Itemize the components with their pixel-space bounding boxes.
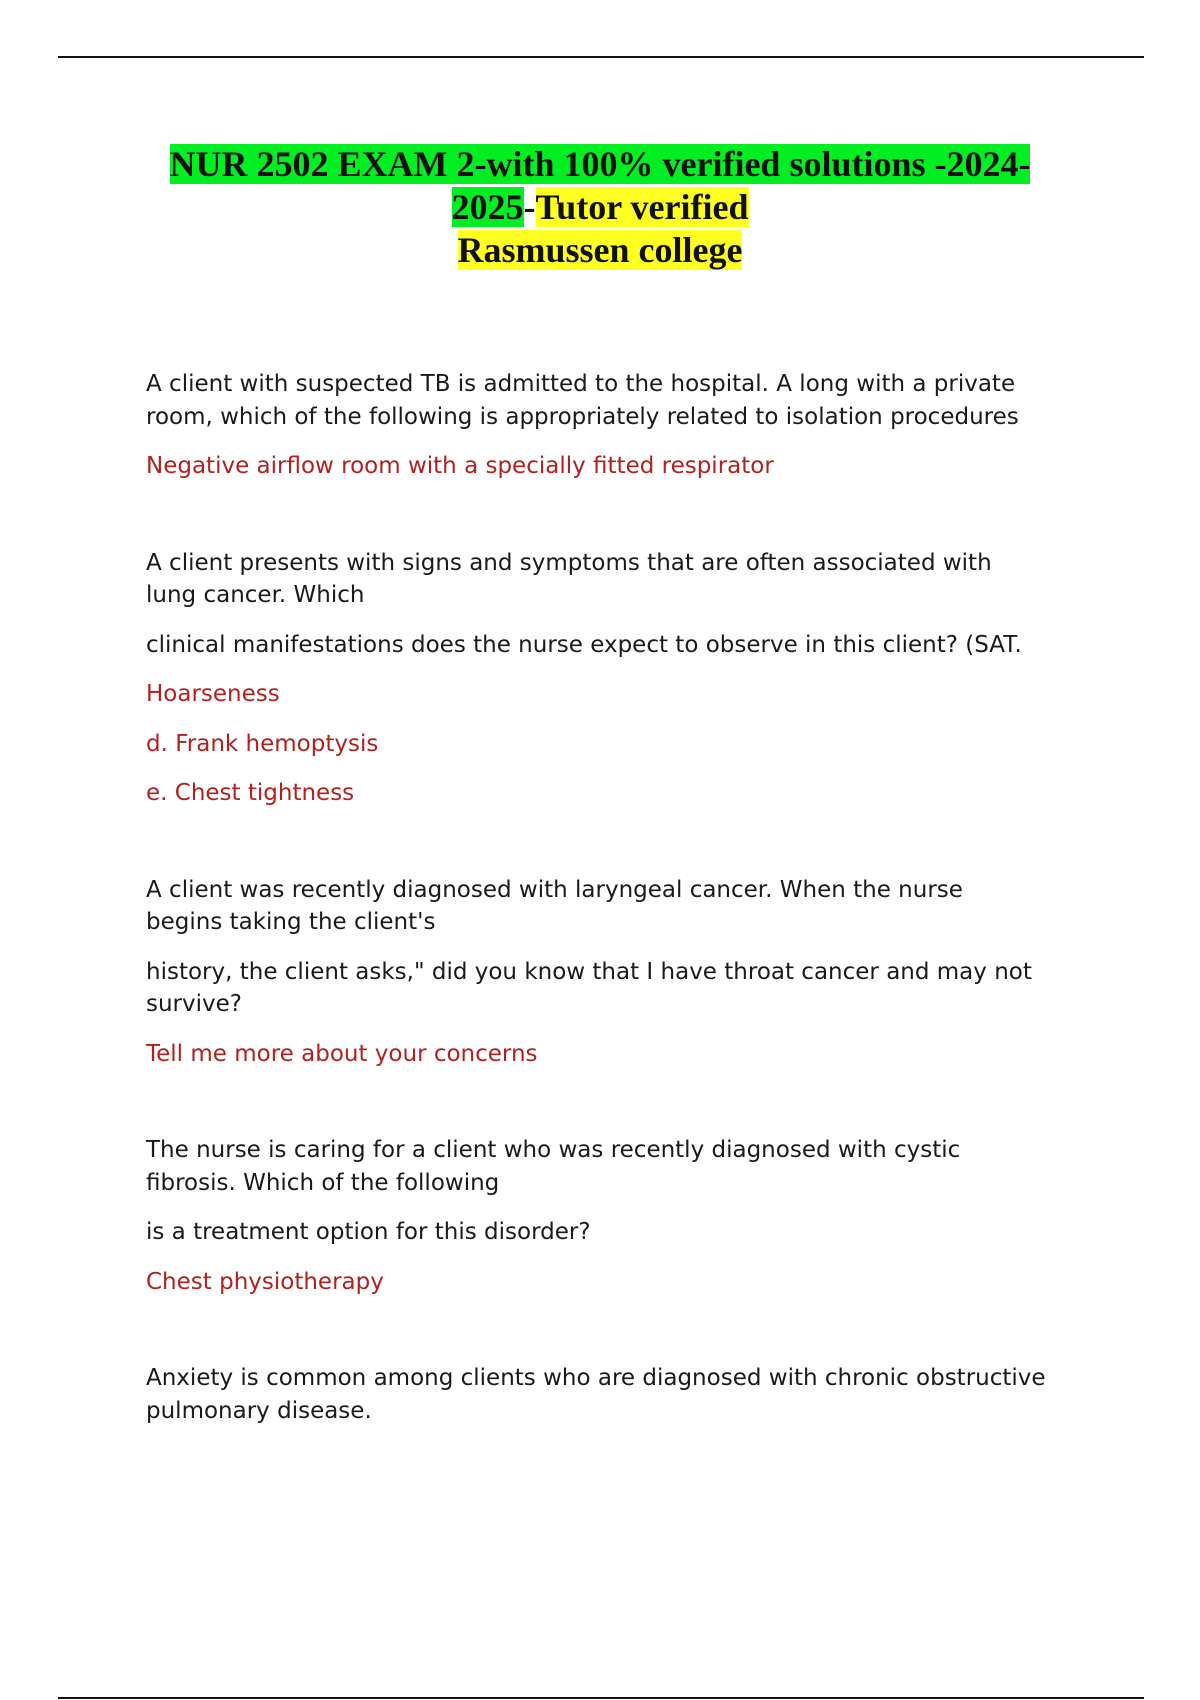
question-1-text: A client with suspected TB is admitted to the hospital. A long with a private room, which of the following is appropriately related to isolation procedures (146, 371, 1019, 430)
title-year: 2025 (451, 187, 524, 227)
title-line-1 (120, 143, 1080, 186)
question-4-text-continued: is a treatment option for this disorder? (146, 1219, 591, 1245)
top-rule (58, 56, 1144, 58)
question-2-answer-1: Hoarseness (146, 681, 280, 707)
document-title (120, 143, 1080, 272)
question-3-text-continued: history, the client asks," did you know that I have throat cancer and may not survive? (146, 958, 1032, 1017)
title-line-3 (120, 229, 1080, 272)
title-college: Rasmussen college (457, 230, 743, 270)
question-2-answer-3: e. Chest tightness (146, 780, 355, 806)
question-3-answer: Tell me more about your concerns (146, 1040, 538, 1067)
question-4-answer: Chest physiotherapy (146, 1268, 384, 1295)
title-line-2 (120, 186, 1080, 229)
question-2-answer-2: d. Frank hemoptysis (146, 730, 379, 757)
title-dash: - (523, 187, 536, 227)
title-text-highlight-green: NUR 2502 EXAM 2-with 100% verified solutions -2024- (169, 144, 1031, 184)
question-2-text-continued: clinical manifestations does the nurse expect to observe in this client? (SAT. (146, 631, 1022, 658)
question-3-text: A client was recently diagnosed with laryngeal cancer. When the nurse begins taking the client's (146, 876, 963, 935)
question-1-answer: Negative airflow room with a specially fitted respirator (146, 453, 774, 479)
question-4-text: The nurse is caring for a client who was recently diagnosed with cystic fibrosis. Which of the following (146, 1137, 961, 1196)
question-2-text: A client presents with signs and symptoms that are often associated with lung cancer. Which (146, 549, 992, 608)
question-list (146, 368, 1046, 1427)
title-tutor-verified: Tutor verified (535, 187, 749, 227)
bottom-rule (58, 1697, 1144, 1699)
question-5-text: Anxiety is common among clients who are diagnosed with chronic obstructive pulmonary disease. (146, 1365, 1046, 1424)
